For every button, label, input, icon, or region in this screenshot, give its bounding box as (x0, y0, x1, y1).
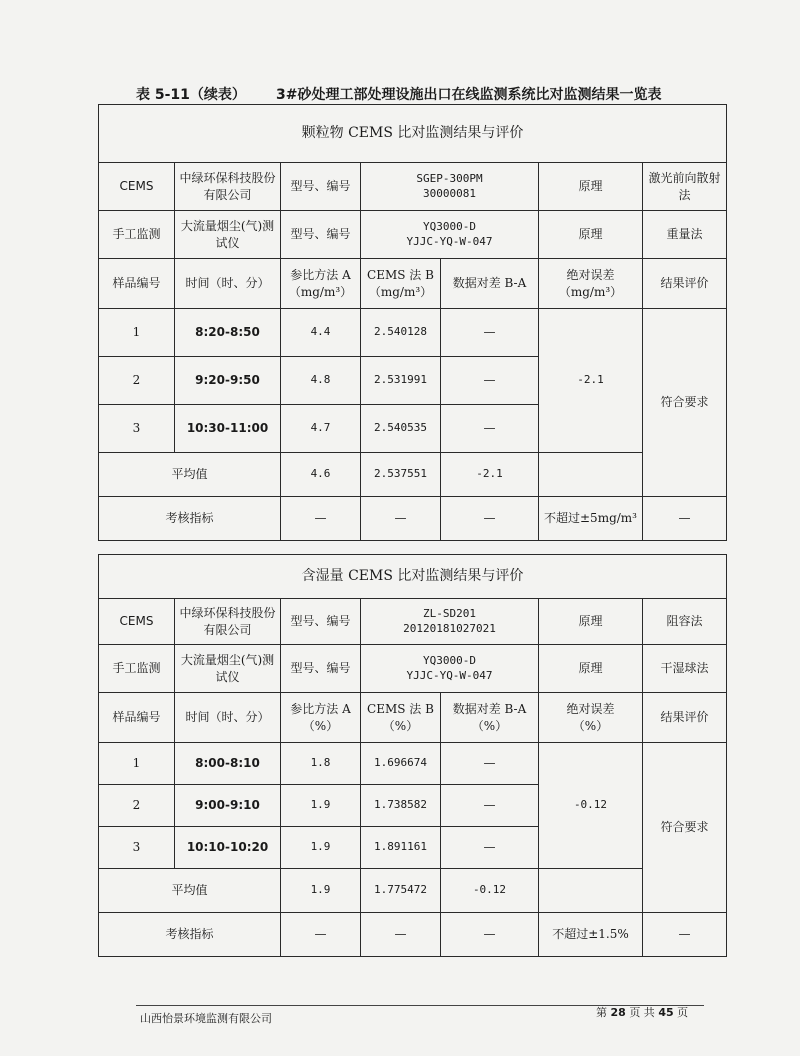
page-number (596, 1004, 688, 1020)
avg-cems: 2.537551 (361, 453, 441, 497)
col-sample-header: 样品编号 (99, 259, 175, 309)
cems-value: 1.738582 (361, 785, 441, 827)
check-row (99, 913, 727, 957)
cems-model (361, 599, 539, 645)
diff-value: — (441, 309, 539, 357)
col-time-header: 时间（时、分） (175, 693, 281, 743)
table-number: 表 5-11（续表） (136, 87, 246, 103)
cems-model-line2: 30000081 (423, 186, 476, 200)
avg-label: 平均值 (99, 453, 281, 497)
ref-value: 4.8 (281, 357, 361, 405)
sample-time: 10:10-10:20 (175, 827, 281, 869)
sample-time: 8:20-8:50 (175, 309, 281, 357)
check-cems: — (361, 497, 441, 541)
sample-id: 2 (99, 357, 175, 405)
col-abs-line1: 绝对误差 (566, 268, 615, 283)
col-cems-header (361, 693, 441, 743)
cems-model-line2: 20120181027021 (403, 621, 496, 635)
ref-value: 1.8 (281, 743, 361, 785)
check-ref: — (281, 913, 361, 957)
avg-cems: 1.775472 (361, 869, 441, 913)
sample-time: 9:00-9:10 (175, 785, 281, 827)
cems-value: 2.531991 (361, 357, 441, 405)
cems-company: 中绿环保科技股份有限公司 (175, 599, 281, 645)
model-label: 型号、编号 (281, 645, 361, 693)
check-ref: — (281, 497, 361, 541)
diff-value: — (441, 785, 539, 827)
page-prefix: 第 (596, 1006, 607, 1019)
check-row (99, 497, 727, 541)
check-label: 考核指标 (99, 497, 281, 541)
col-abs-header (539, 259, 643, 309)
footer-company: 山西怡景环境监测有限公司 (140, 1012, 272, 1025)
diff-value: — (441, 827, 539, 869)
manual-model-line2: YJJC-YQ-W-047 (406, 234, 493, 248)
col-diff-line2: （%） (471, 718, 508, 733)
check-diff: — (441, 497, 539, 541)
table-row (99, 743, 727, 785)
avg-diff: -2.1 (441, 453, 539, 497)
page-current: 28 (610, 1006, 626, 1019)
col-ref-header (281, 259, 361, 309)
sample-id: 1 (99, 743, 175, 785)
section-heading: 颗粒物 CEMS 比对监测结果与评价 (99, 105, 727, 163)
sample-time: 8:00-8:10 (175, 743, 281, 785)
sample-id: 3 (99, 827, 175, 869)
cems-value: 1.891161 (361, 827, 441, 869)
col-abs-line2: （mg/m³） (558, 284, 623, 299)
col-ref-line1: 参比方法 A (290, 268, 351, 283)
manual-model-line1: YQ3000-D (423, 653, 476, 667)
table-row (99, 309, 727, 357)
check-eval: — (643, 913, 727, 957)
manual-model-line1: YQ3000-D (423, 219, 476, 233)
avg-ref: 4.6 (281, 453, 361, 497)
cems-label: CEMS (99, 599, 175, 645)
col-cems-line2: （mg/m³） (368, 284, 433, 299)
average-row (99, 453, 727, 497)
ref-value: 4.7 (281, 405, 361, 453)
col-cems-line2: （%） (382, 718, 419, 733)
manual-principle: 重量法 (643, 211, 727, 259)
cems-value: 2.540535 (361, 405, 441, 453)
page-suffix: 页 (677, 1006, 689, 1019)
table-title: 3#砂处理工部处理设施出口在线监测系统比对监测结果一览表 (276, 87, 662, 103)
model-label: 型号、编号 (281, 163, 361, 211)
check-diff: — (441, 913, 539, 957)
ref-value: 1.9 (281, 827, 361, 869)
cems-model (361, 163, 539, 211)
col-ref-header (281, 693, 361, 743)
principle-label: 原理 (539, 645, 643, 693)
col-cems-header (361, 259, 441, 309)
col-eval-header: 结果评价 (643, 259, 727, 309)
check-limit: 不超过±1.5% (539, 913, 643, 957)
col-abs-line1: 绝对误差 (566, 702, 615, 717)
section-heading: 含湿量 CEMS 比对监测结果与评价 (99, 555, 727, 599)
evaluation: 符合要求 (643, 743, 727, 913)
cems-principle: 阻容法 (643, 599, 727, 645)
ref-value: 4.4 (281, 309, 361, 357)
ref-value: 1.9 (281, 785, 361, 827)
col-ref-line2: （%） (302, 718, 339, 733)
manual-device: 大流量烟尘(气)测试仪 (175, 645, 281, 693)
cems-model-line1: ZL-SD201 (423, 606, 476, 620)
col-ref-line2: （mg/m³） (288, 284, 353, 299)
evaluation: 符合要求 (643, 309, 727, 497)
cems-model-line1: SGEP-300PM (416, 171, 483, 185)
check-cems: — (361, 913, 441, 957)
model-label: 型号、编号 (281, 211, 361, 259)
col-abs-line2: （%） (572, 718, 609, 733)
col-sample-header: 样品编号 (99, 693, 175, 743)
manual-principle: 干湿球法 (643, 645, 727, 693)
manual-model (361, 645, 539, 693)
avg-diff: -0.12 (441, 869, 539, 913)
sample-time: 10:30-11:00 (175, 405, 281, 453)
principle-label: 原理 (539, 599, 643, 645)
col-abs-header (539, 693, 643, 743)
sample-time: 9:20-9:50 (175, 357, 281, 405)
manual-device: 大流量烟尘(气)测试仪 (175, 211, 281, 259)
principle-label: 原理 (539, 211, 643, 259)
diff-value: — (441, 743, 539, 785)
col-diff-header (441, 693, 539, 743)
col-cems-line1: CEMS 法 B (367, 702, 434, 717)
model-label: 型号、编号 (281, 599, 361, 645)
moisture-table (98, 554, 727, 957)
col-time-header: 时间（时、分） (175, 259, 281, 309)
sample-id: 1 (99, 309, 175, 357)
col-diff-header: 数据对差 B-A (441, 259, 539, 309)
col-ref-line1: 参比方法 A (290, 702, 351, 717)
page-total: 45 (658, 1006, 674, 1019)
manual-model-line2: YJJC-YQ-W-047 (406, 668, 493, 682)
sample-id: 3 (99, 405, 175, 453)
abs-error: -2.1 (539, 309, 643, 453)
diff-value: — (441, 405, 539, 453)
sample-id: 2 (99, 785, 175, 827)
principle-label: 原理 (539, 163, 643, 211)
check-limit: 不超过±5mg/m³ (539, 497, 643, 541)
manual-label: 手工监测 (99, 211, 175, 259)
manual-label: 手工监测 (99, 645, 175, 693)
avg-label: 平均值 (99, 869, 281, 913)
cems-value: 1.696674 (361, 743, 441, 785)
cems-principle: 激光前向散射法 (643, 163, 727, 211)
average-row (99, 869, 727, 913)
col-diff-line1: 数据对差 B-A (452, 702, 527, 717)
diff-value: — (441, 357, 539, 405)
col-cems-line1: CEMS 法 B (367, 268, 434, 283)
cems-value: 2.540128 (361, 309, 441, 357)
avg-ref: 1.9 (281, 869, 361, 913)
check-label: 考核指标 (99, 913, 281, 957)
cems-label: CEMS (99, 163, 175, 211)
col-eval-header: 结果评价 (643, 693, 727, 743)
check-eval: — (643, 497, 727, 541)
abs-error: -0.12 (539, 743, 643, 869)
manual-model (361, 211, 539, 259)
particulate-table (98, 104, 727, 541)
page-mid: 页 共 (629, 1006, 655, 1019)
cems-company: 中绿环保科技股份有限公司 (175, 163, 281, 211)
